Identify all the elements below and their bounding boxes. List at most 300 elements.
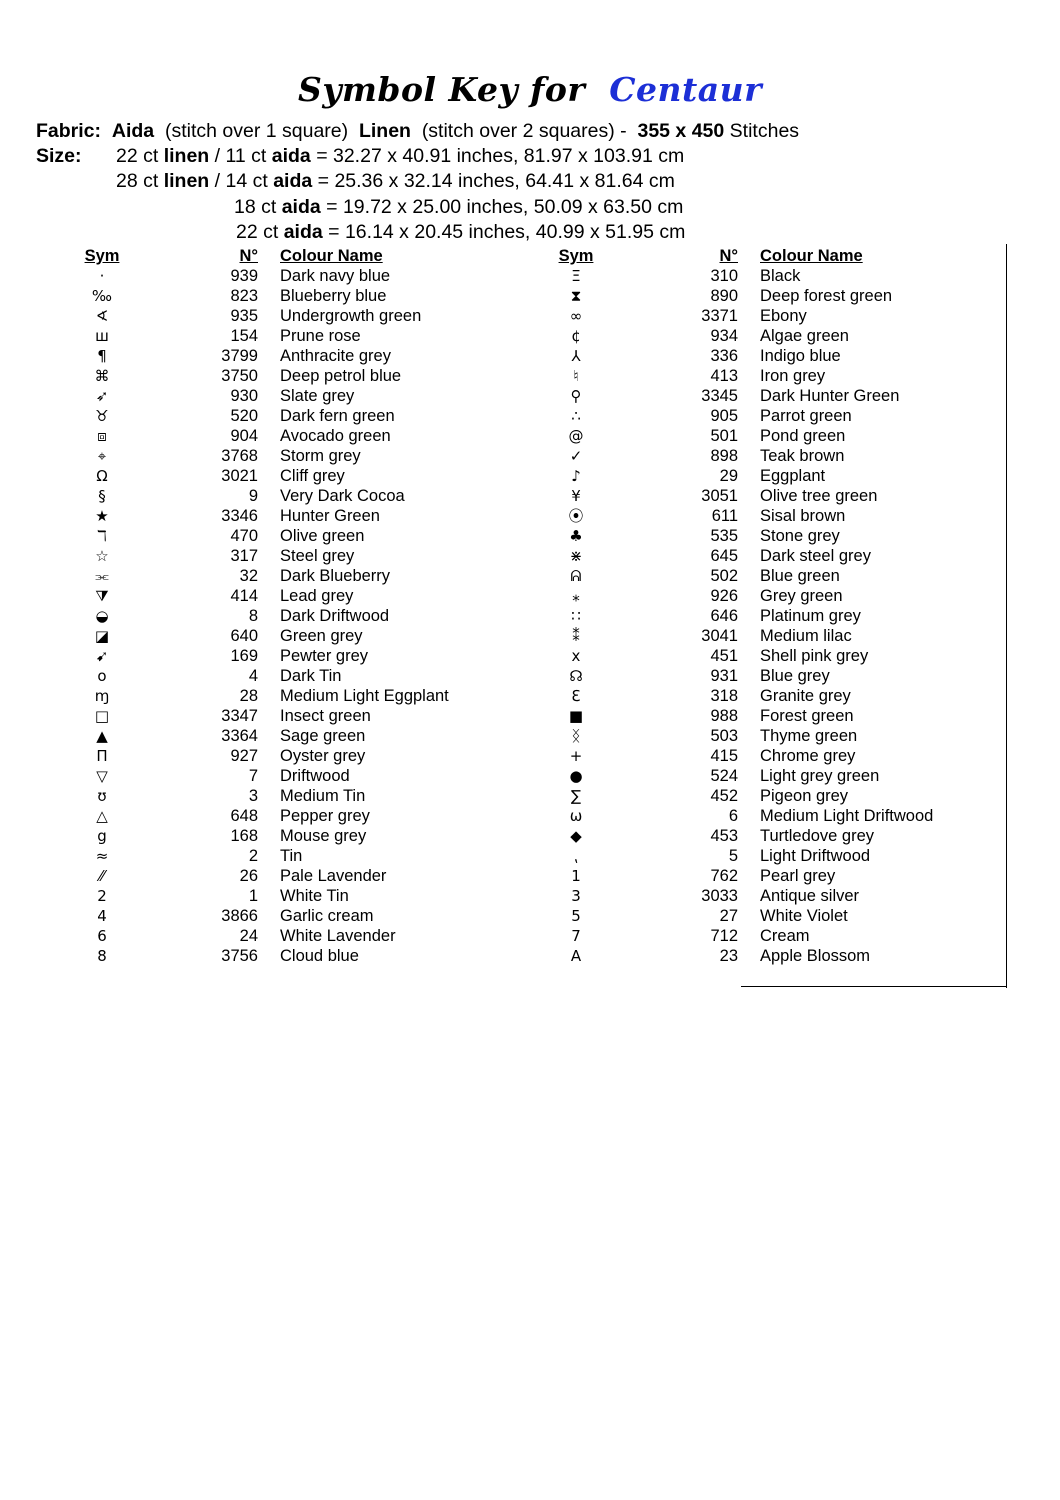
size-aida: aida: [273, 170, 313, 192]
number-cell: 26: [239, 867, 258, 885]
table-row: [80, 746, 488, 766]
size-mid: / 14 ct: [214, 170, 268, 192]
size-ct: 22 ct: [236, 221, 279, 243]
symbol-cell: ⧗: [570, 287, 582, 305]
size-ct: 18 ct: [234, 196, 277, 218]
colour-name-cell: Deep forest green: [760, 287, 893, 305]
symbol-cell: ▲: [96, 727, 108, 745]
table-row: [80, 906, 488, 926]
size-ct: 28 ct: [116, 170, 159, 192]
number-cell: 712: [710, 927, 738, 945]
symbol-cell: 3: [571, 887, 581, 905]
symbol-cell: ¢: [571, 327, 581, 345]
table-row: [80, 886, 488, 906]
number-cell: 453: [710, 827, 738, 845]
table-row: [80, 566, 488, 586]
table-row: [554, 546, 958, 566]
colour-name-cell: Insect green: [280, 707, 371, 725]
symbol-cell: 1: [571, 867, 581, 885]
symbol-cell: ⚲: [570, 387, 582, 405]
colour-name-cell: Chrome grey: [760, 747, 856, 765]
symbol-cell: Ω: [96, 467, 108, 485]
symbol-cell: ᕱ: [570, 567, 582, 585]
symbol-key-table-left: [80, 246, 488, 966]
table-row: [80, 946, 488, 966]
colour-name-cell: Indigo blue: [760, 347, 841, 365]
table-row: [554, 906, 958, 926]
stitch-count: 355 x 450: [637, 120, 725, 142]
table-row: [554, 446, 958, 466]
table-row: [554, 326, 958, 346]
colour-name-cell: Very Dark Cocoa: [280, 487, 405, 505]
number-cell: 27: [719, 907, 738, 925]
colour-name-cell: Pewter grey: [280, 647, 369, 665]
symbol-cell: 7: [571, 927, 581, 945]
number-cell: 524: [710, 767, 738, 785]
symbol-cell: ω: [569, 807, 583, 825]
table-row: [80, 606, 488, 626]
number-cell: 3866: [221, 907, 258, 925]
colour-name-cell: Dark steel grey: [760, 547, 871, 565]
symbol-cell: 5: [571, 907, 581, 925]
symbol-cell: ◪: [94, 627, 110, 645]
number-cell: 934: [710, 327, 738, 345]
symbol-cell: ⅄: [571, 347, 581, 365]
table-row: [80, 706, 488, 726]
table-body: [554, 266, 958, 966]
symbol-cell: ¥: [571, 487, 581, 505]
number-cell: 154: [230, 327, 258, 345]
table-row: [554, 666, 958, 686]
table-row: [554, 406, 958, 426]
symbol-cell: x: [571, 647, 581, 665]
table-row: [554, 286, 958, 306]
fabric-label: Fabric:: [36, 120, 102, 142]
colour-name-cell: Dark fern green: [280, 407, 395, 425]
table-row: [80, 826, 488, 846]
number-cell: 310: [710, 267, 738, 285]
number-cell: 169: [230, 647, 258, 665]
number-cell: 520: [230, 407, 258, 425]
colour-name-cell: Dark Tin: [280, 667, 342, 685]
number-cell: 1: [248, 887, 258, 905]
table-row: [554, 946, 958, 966]
colour-name-cell: Prune rose: [280, 327, 361, 345]
symbol-cell: □: [94, 707, 110, 725]
symbol-cell: ∢: [95, 307, 109, 325]
colour-name-cell: Sisal brown: [760, 507, 846, 525]
colour-name-cell: Algae green: [760, 327, 849, 345]
table-row: [80, 686, 488, 706]
header-colour-name: Colour Name: [760, 247, 863, 265]
table-row: [554, 486, 958, 506]
colour-name-cell: Cloud blue: [280, 947, 359, 965]
table-row: [554, 926, 958, 946]
table-row: [554, 346, 958, 366]
table-row: [80, 446, 488, 466]
colour-name-cell: Cliff grey: [280, 467, 345, 485]
symbol-cell: ⋇: [569, 547, 583, 565]
colour-name-cell: Teak brown: [760, 447, 845, 465]
table-row: [554, 566, 958, 586]
symbol-cell: ♣: [569, 527, 583, 545]
colour-name-cell: Hunter Green: [280, 507, 380, 525]
colour-name-cell: Olive tree green: [760, 487, 878, 505]
number-cell: 168: [230, 827, 258, 845]
colour-name-cell: Granite grey: [760, 687, 851, 705]
symbol-key-table-right: [554, 246, 958, 966]
colour-name-cell: White Lavender: [280, 927, 396, 945]
number-cell: 503: [710, 727, 738, 745]
size-mid: / 11 ct: [214, 145, 267, 167]
symbol-cell: o: [97, 667, 107, 685]
number-cell: 762: [710, 867, 738, 885]
table-row: [554, 386, 958, 406]
table-row: [554, 806, 958, 826]
number-cell: 3041: [701, 627, 738, 645]
number-cell: 3: [248, 787, 258, 805]
table-row: [554, 586, 958, 606]
symbol-cell: 2: [97, 887, 107, 905]
size-linen: linen: [163, 170, 210, 192]
number-cell: 9: [248, 487, 258, 505]
colour-name-cell: Avocado green: [280, 427, 391, 445]
symbol-cell: ⌖: [97, 447, 107, 465]
number-cell: 3768: [221, 447, 258, 465]
symbol-cell: ◆: [570, 827, 582, 845]
table-row: [554, 266, 958, 286]
table-row: [80, 786, 488, 806]
symbol-cell: +: [569, 747, 583, 765]
table-row: [80, 306, 488, 326]
table-row: [554, 526, 958, 546]
symbol-cell: ◒: [95, 607, 109, 625]
symbol-cell: ¶: [97, 347, 107, 365]
symbol-cell: A: [570, 947, 582, 965]
symbol-cell: ⁑: [572, 627, 580, 645]
symbol-cell: ᛝ: [571, 727, 581, 745]
table-row: [554, 366, 958, 386]
colour-name-cell: Dark Driftwood: [280, 607, 390, 625]
colour-name-cell: Eggplant: [760, 467, 826, 485]
symbol-cell: ⁄⁄: [99, 867, 105, 885]
number-cell: 3021: [221, 467, 258, 485]
colour-name-cell: Storm grey: [280, 447, 361, 465]
symbol-cell: 8: [97, 947, 107, 965]
number-cell: 3033: [701, 887, 738, 905]
size-aida: aida: [271, 145, 311, 167]
number-cell: 3345: [701, 387, 738, 405]
number-cell: 3364: [221, 727, 258, 745]
number-cell: 5: [728, 847, 738, 865]
number-cell: 415: [710, 747, 738, 765]
number-cell: 898: [710, 447, 738, 465]
number-cell: 28: [239, 687, 258, 705]
symbol-cell: ✓: [569, 447, 583, 465]
symbol-cell: ➹: [95, 647, 109, 665]
number-cell: 3371: [701, 307, 738, 325]
number-cell: 317: [230, 547, 258, 565]
number-cell: 645: [710, 547, 738, 565]
colour-name-cell: Anthracite grey: [280, 347, 391, 365]
number-cell: 648: [230, 807, 258, 825]
size-label: Size:: [36, 145, 82, 167]
symbol-cell: △: [96, 807, 108, 825]
size-aida: aida: [283, 221, 323, 243]
number-cell: 29: [719, 467, 738, 485]
size-row-3: [234, 195, 683, 219]
number-cell: 611: [711, 507, 738, 525]
colour-name-cell: Oyster grey: [280, 747, 366, 765]
header-sym: Sym: [84, 247, 120, 265]
symbol-cell: ▽: [96, 767, 108, 785]
colour-name-cell: Iron grey: [760, 367, 826, 385]
symbol-cell: Π: [96, 747, 108, 765]
symbol-cell: ɱ: [94, 687, 110, 705]
number-cell: 7: [248, 767, 258, 785]
number-cell: 413: [710, 367, 738, 385]
symbol-cell: ★: [95, 507, 109, 525]
colour-name-cell: Medium Light Eggplant: [280, 687, 449, 705]
symbol-cell: g: [97, 827, 107, 845]
table-row: [80, 286, 488, 306]
symbol-cell: §: [98, 487, 106, 505]
symbol-cell: Ξ: [571, 267, 581, 285]
colour-name-cell: Deep petrol blue: [280, 367, 402, 385]
table-row: [554, 506, 958, 526]
symbol-cell: ⹁: [574, 847, 578, 865]
colour-name-cell: Green grey: [280, 627, 363, 645]
table-row: [554, 646, 958, 666]
table-body: [80, 266, 488, 966]
number-cell: 935: [230, 307, 258, 325]
symbol-cell: ∑: [570, 787, 582, 805]
number-cell: 904: [230, 427, 258, 445]
table-row: [554, 886, 958, 906]
table-row: [554, 426, 958, 446]
page-title: [0, 70, 1060, 109]
title-prefix: Symbol Key for: [298, 70, 586, 109]
fabric-line: [36, 119, 799, 143]
number-cell: 470: [230, 527, 258, 545]
table-row: [80, 506, 488, 526]
number-cell: 3346: [221, 507, 258, 525]
colour-name-cell: Thyme green: [760, 727, 858, 745]
number-cell: 414: [230, 587, 258, 605]
table-row: [80, 386, 488, 406]
colour-name-cell: Olive green: [280, 527, 365, 545]
colour-name-cell: Steel grey: [280, 547, 355, 565]
symbol-cell: ☆: [95, 547, 109, 565]
table-row: [80, 406, 488, 426]
symbol-cell: ℇ: [571, 687, 581, 705]
symbol-cell: ⫘: [95, 567, 109, 585]
colour-name-cell: Blueberry blue: [280, 287, 387, 305]
colour-name-cell: Platinum grey: [760, 607, 861, 625]
symbol-cell: ⁎: [572, 587, 580, 605]
table-row: [554, 786, 958, 806]
size-ct: 22 ct: [116, 145, 159, 167]
colour-name-cell: Grey green: [760, 587, 843, 605]
colour-name-cell: Apple Blossom: [760, 947, 871, 965]
table-header: [554, 246, 958, 266]
symbol-cell: ℸ: [97, 527, 107, 545]
table-row: [554, 466, 958, 486]
symbol-cell: ■: [568, 707, 584, 725]
table-row: [80, 626, 488, 646]
symbol-cell: ≈: [95, 847, 109, 865]
number-cell: 32: [239, 567, 258, 585]
symbol-cell: 4: [97, 907, 107, 925]
table-row: [80, 926, 488, 946]
symbol-cell: ∞: [569, 307, 583, 325]
symbol-cell: 6: [97, 927, 107, 945]
table-row: [80, 586, 488, 606]
colour-name-cell: Tin: [280, 847, 303, 865]
colour-name-cell: Slate grey: [280, 387, 355, 405]
number-cell: 6: [728, 807, 738, 825]
number-cell: 501: [710, 427, 738, 445]
table-row: [80, 726, 488, 746]
colour-name-cell: Pigeon grey: [760, 787, 849, 805]
colour-name-cell: Cream: [760, 927, 810, 945]
table-header: [80, 246, 488, 266]
symbol-cell: @: [568, 427, 584, 445]
number-cell: 23: [719, 947, 738, 965]
table-row: [80, 846, 488, 866]
table-row: [80, 366, 488, 386]
number-cell: 452: [710, 787, 738, 805]
number-cell: 318: [710, 687, 738, 705]
number-cell: 535: [710, 527, 738, 545]
number-cell: 927: [230, 747, 258, 765]
table-row: [80, 326, 488, 346]
size-dims: = 19.72 x 25.00 inches, 50.09 x 63.50 cm: [326, 196, 684, 218]
number-cell: 451: [710, 647, 738, 665]
colour-name-cell: Antique silver: [760, 887, 860, 905]
colour-name-cell: Sage green: [280, 727, 366, 745]
table-row: [554, 606, 958, 626]
symbol-cell: ⦿: [568, 507, 584, 525]
pattern-name: Centaur: [609, 70, 762, 109]
number-cell: 931: [710, 667, 738, 685]
colour-name-cell: Lead grey: [280, 587, 354, 605]
colour-name-cell: Parrot green: [760, 407, 852, 425]
colour-name-cell: Dark Hunter Green: [760, 387, 900, 405]
colour-name-cell: Forest green: [760, 707, 854, 725]
number-cell: 988: [710, 707, 738, 725]
table-row: [80, 486, 488, 506]
symbol-cell: ⧩: [95, 587, 109, 605]
right-border-line: [1006, 244, 1007, 988]
symbol-cell: ʊ: [97, 787, 107, 805]
header-colour-name: Colour Name: [280, 247, 383, 265]
colour-name-cell: Dark navy blue: [280, 267, 391, 285]
table-row: [80, 346, 488, 366]
number-cell: 905: [710, 407, 738, 425]
table-row: [80, 866, 488, 886]
number-cell: 930: [230, 387, 258, 405]
symbol-cell: ➶: [95, 387, 109, 405]
number-cell: 24: [239, 927, 258, 945]
size-dims: = 16.14 x 20.45 inches, 40.99 x 51.95 cm: [328, 221, 686, 243]
colour-name-cell: Pond green: [760, 427, 846, 445]
stitch-suffix: Stitches: [729, 120, 800, 142]
colour-name-cell: White Violet: [760, 907, 848, 925]
number-cell: 502: [710, 567, 738, 585]
symbol-cell: ☊: [569, 667, 583, 685]
number-cell: 3051: [701, 487, 738, 505]
colour-name-cell: Driftwood: [280, 767, 350, 785]
colour-name-cell: Light grey green: [760, 767, 880, 785]
table-row: [80, 666, 488, 686]
number-cell: 823: [230, 287, 258, 305]
header-sym: Sym: [558, 247, 594, 265]
number-cell: 890: [710, 287, 738, 305]
table-row: [554, 766, 958, 786]
number-cell: 939: [230, 267, 258, 285]
symbol-cell: ♮: [573, 367, 579, 385]
symbol-cell: ⧈: [97, 427, 107, 445]
colour-name-cell: Medium Tin: [280, 787, 366, 805]
fabric-aida: Aida: [111, 120, 155, 142]
table-row: [80, 546, 488, 566]
size-aida: aida: [281, 196, 321, 218]
colour-name-cell: Garlic cream: [280, 907, 374, 925]
colour-name-cell: Pearl grey: [760, 867, 836, 885]
size-linen: linen: [163, 145, 210, 167]
fabric-linen-note: (stitch over 2 squares) -: [421, 120, 627, 142]
symbol-cell: ш: [95, 327, 109, 345]
colour-name-cell: Blue green: [760, 567, 840, 585]
size-dims: = 32.27 x 40.91 inches, 81.97 x 103.91 cm: [316, 145, 685, 167]
table-row: [554, 626, 958, 646]
symbol-cell: ·: [99, 267, 105, 285]
number-cell: 640: [230, 627, 258, 645]
number-cell: 4: [248, 667, 258, 685]
symbol-cell: ‰: [91, 287, 113, 305]
table-row: [80, 266, 488, 286]
symbol-cell: ♉: [95, 407, 109, 425]
table-row: [554, 306, 958, 326]
colour-name-cell: Medium Light Driftwood: [760, 807, 934, 825]
number-cell: 646: [710, 607, 738, 625]
table-row: [554, 746, 958, 766]
symbol-cell: ⌘: [94, 367, 110, 385]
colour-name-cell: Medium lilac: [760, 627, 852, 645]
table-row: [554, 866, 958, 886]
number-cell: 926: [710, 587, 738, 605]
colour-name-cell: Dark Blueberry: [280, 567, 391, 585]
table-row: [80, 766, 488, 786]
table-row: [80, 426, 488, 446]
colour-name-cell: Black: [760, 267, 801, 285]
number-cell: 8: [248, 607, 258, 625]
number-cell: 2: [248, 847, 258, 865]
colour-name-cell: Pale Lavender: [280, 867, 387, 885]
colour-name-cell: Mouse grey: [280, 827, 367, 845]
fabric-linen: Linen: [358, 120, 411, 142]
colour-name-cell: Light Driftwood: [760, 847, 871, 865]
symbol-cell: ●: [569, 767, 583, 785]
table-row: [554, 846, 958, 866]
table-row: [80, 526, 488, 546]
table-row: [554, 706, 958, 726]
colour-name-cell: Blue grey: [760, 667, 830, 685]
size-row-4: [236, 220, 685, 244]
size-row-1: [116, 144, 684, 168]
colour-name-cell: Turtledove grey: [760, 827, 875, 845]
